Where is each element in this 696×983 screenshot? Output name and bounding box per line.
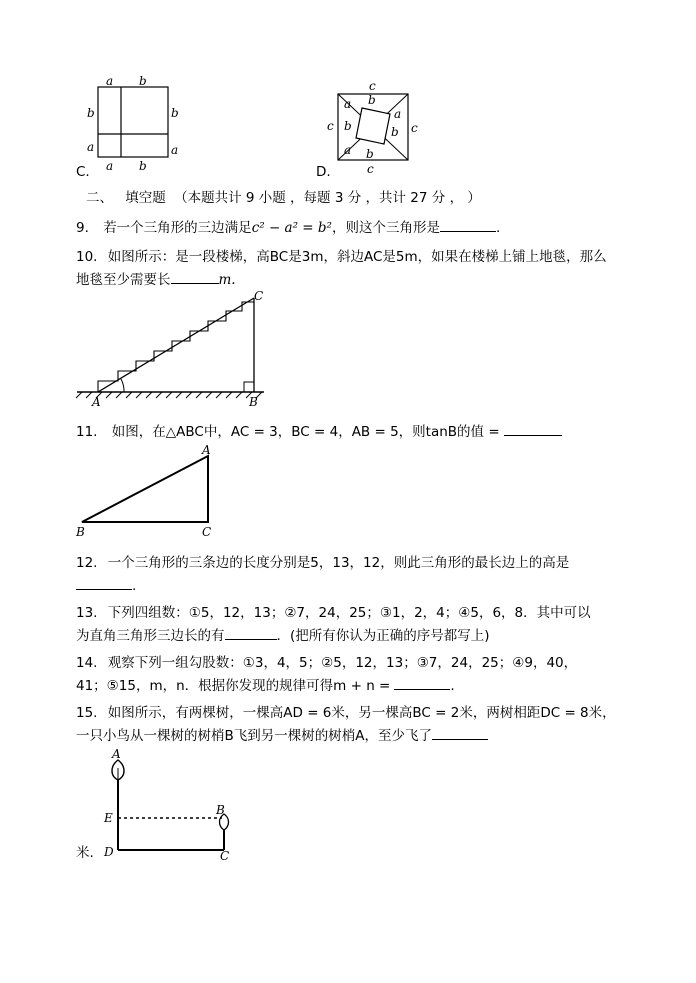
label: b [139,74,147,88]
question-text: 若一个三角形的三边满足 [103,220,252,236]
point-label-A: A [202,443,211,457]
label: a [344,143,352,157]
option-d-label: D. [316,164,331,180]
point-label-C: C [202,525,212,539]
label: b [171,106,179,120]
answer-blank[interactable] [432,725,488,740]
question-9 [76,217,500,238]
question-number: 11. [76,424,98,440]
answer-blank[interactable] [76,575,132,590]
question-text: 观察下列一组勾股数：①3，4，5；②5，12，13；③7，24，25；④9，40， [107,655,578,671]
label: b [87,106,95,120]
unit: m. [218,272,236,288]
question-10 [76,247,607,267]
point-label-C: C [220,849,230,862]
label: b [344,119,352,133]
question-15-tail: 米. [76,845,94,861]
question-11 [76,421,562,442]
section-title: 填空题 [125,190,166,206]
question-number: 13. [76,605,98,621]
label: a [344,97,352,111]
answer-blank[interactable] [394,675,450,690]
label: a [87,140,95,154]
label: b [368,93,376,107]
punctuation: . [450,678,455,694]
label: c [327,119,334,133]
question-text: 如图所示，有两棵树，一棵高AD = 6米，另一棵高BC = 2米，两树相距DC = 8米， [107,705,616,721]
question-number: 10. [76,249,98,265]
label: c [369,79,376,93]
answer-blank[interactable] [504,421,562,436]
formula: c² − a² = b² [251,220,332,236]
question-text: 一个三角形的三条边的长度分别是5，13，12，则此三角形的最长边上的高是 [107,555,570,571]
question-text: 如图，在△ABC中，AC = 3，BC = 4，AB = 5，则tanB的值 = [111,424,500,440]
question-12-line-2 [76,575,136,596]
triangle-figure [72,442,222,542]
point-label-B: B [249,395,258,409]
label: a [106,74,114,88]
question-13 [76,603,591,623]
question-text: 地毯至少需要长 [76,272,171,288]
section-header [86,188,481,208]
question-text: 41；⑤15，m，n．根据你发现的规律可得m + n = [76,678,391,694]
label: c [367,162,374,176]
label: b [366,147,374,161]
label: a [106,159,114,172]
section-number: 二、 [86,190,113,206]
label: c [411,121,418,135]
question-text: ，则这个三角形是 [331,220,440,236]
trees-figure [98,746,248,862]
question-text: ．(把所有你认为正确的序号都写上) [276,628,490,644]
staircase-figure [72,288,272,412]
question-number: 12. [76,555,98,571]
label: b [139,159,147,172]
punctuation: . [495,220,501,236]
punctuation: . [132,578,137,594]
point-label-C: C [254,289,264,303]
label: a [171,143,179,157]
point-label-D: D [104,845,114,859]
question-number: 9. [76,220,89,236]
question-15-line-2 [76,725,488,746]
option-c-figure [84,74,184,172]
question-10-line-2 [76,269,236,290]
question-text: 为直角三角形三边长的有 [76,628,225,644]
question-14 [76,653,577,673]
question-number: 15. [76,705,98,721]
point-label-A: A [92,395,101,409]
question-text: 如图所示：是一段楼梯，高BC是3m，斜边AC是5m，如果在楼梯上铺上地毯，那么 [107,249,607,265]
point-label-E: E [104,811,113,825]
option-c-label: C. [76,164,90,180]
answer-blank[interactable] [225,625,277,640]
section-note: （本题共计 9 小题 ，每题 3 分 ，共计 27 分 ， ） [174,190,481,206]
point-label-A: A [112,747,121,761]
answer-blank[interactable] [440,217,496,232]
question-13-line-2 [76,625,490,646]
point-label-B: B [216,803,225,817]
question-text: 一只小鸟从一棵树的树梢B飞到另一棵树的树梢A，至少飞了 [76,728,432,744]
answer-blank[interactable] [171,269,219,284]
question-text: 下列四组数：①5，12，13；②7，24，25；③1，2，4；④5，6，8．其中可以 [107,605,591,621]
question-14-line-2 [76,675,455,696]
question-number: 14. [76,655,98,671]
question-12 [76,553,569,573]
label: b [391,125,399,139]
option-d-figure [324,78,424,176]
point-label-B: B [76,525,85,539]
question-15 [76,703,616,723]
label: a [394,107,402,121]
